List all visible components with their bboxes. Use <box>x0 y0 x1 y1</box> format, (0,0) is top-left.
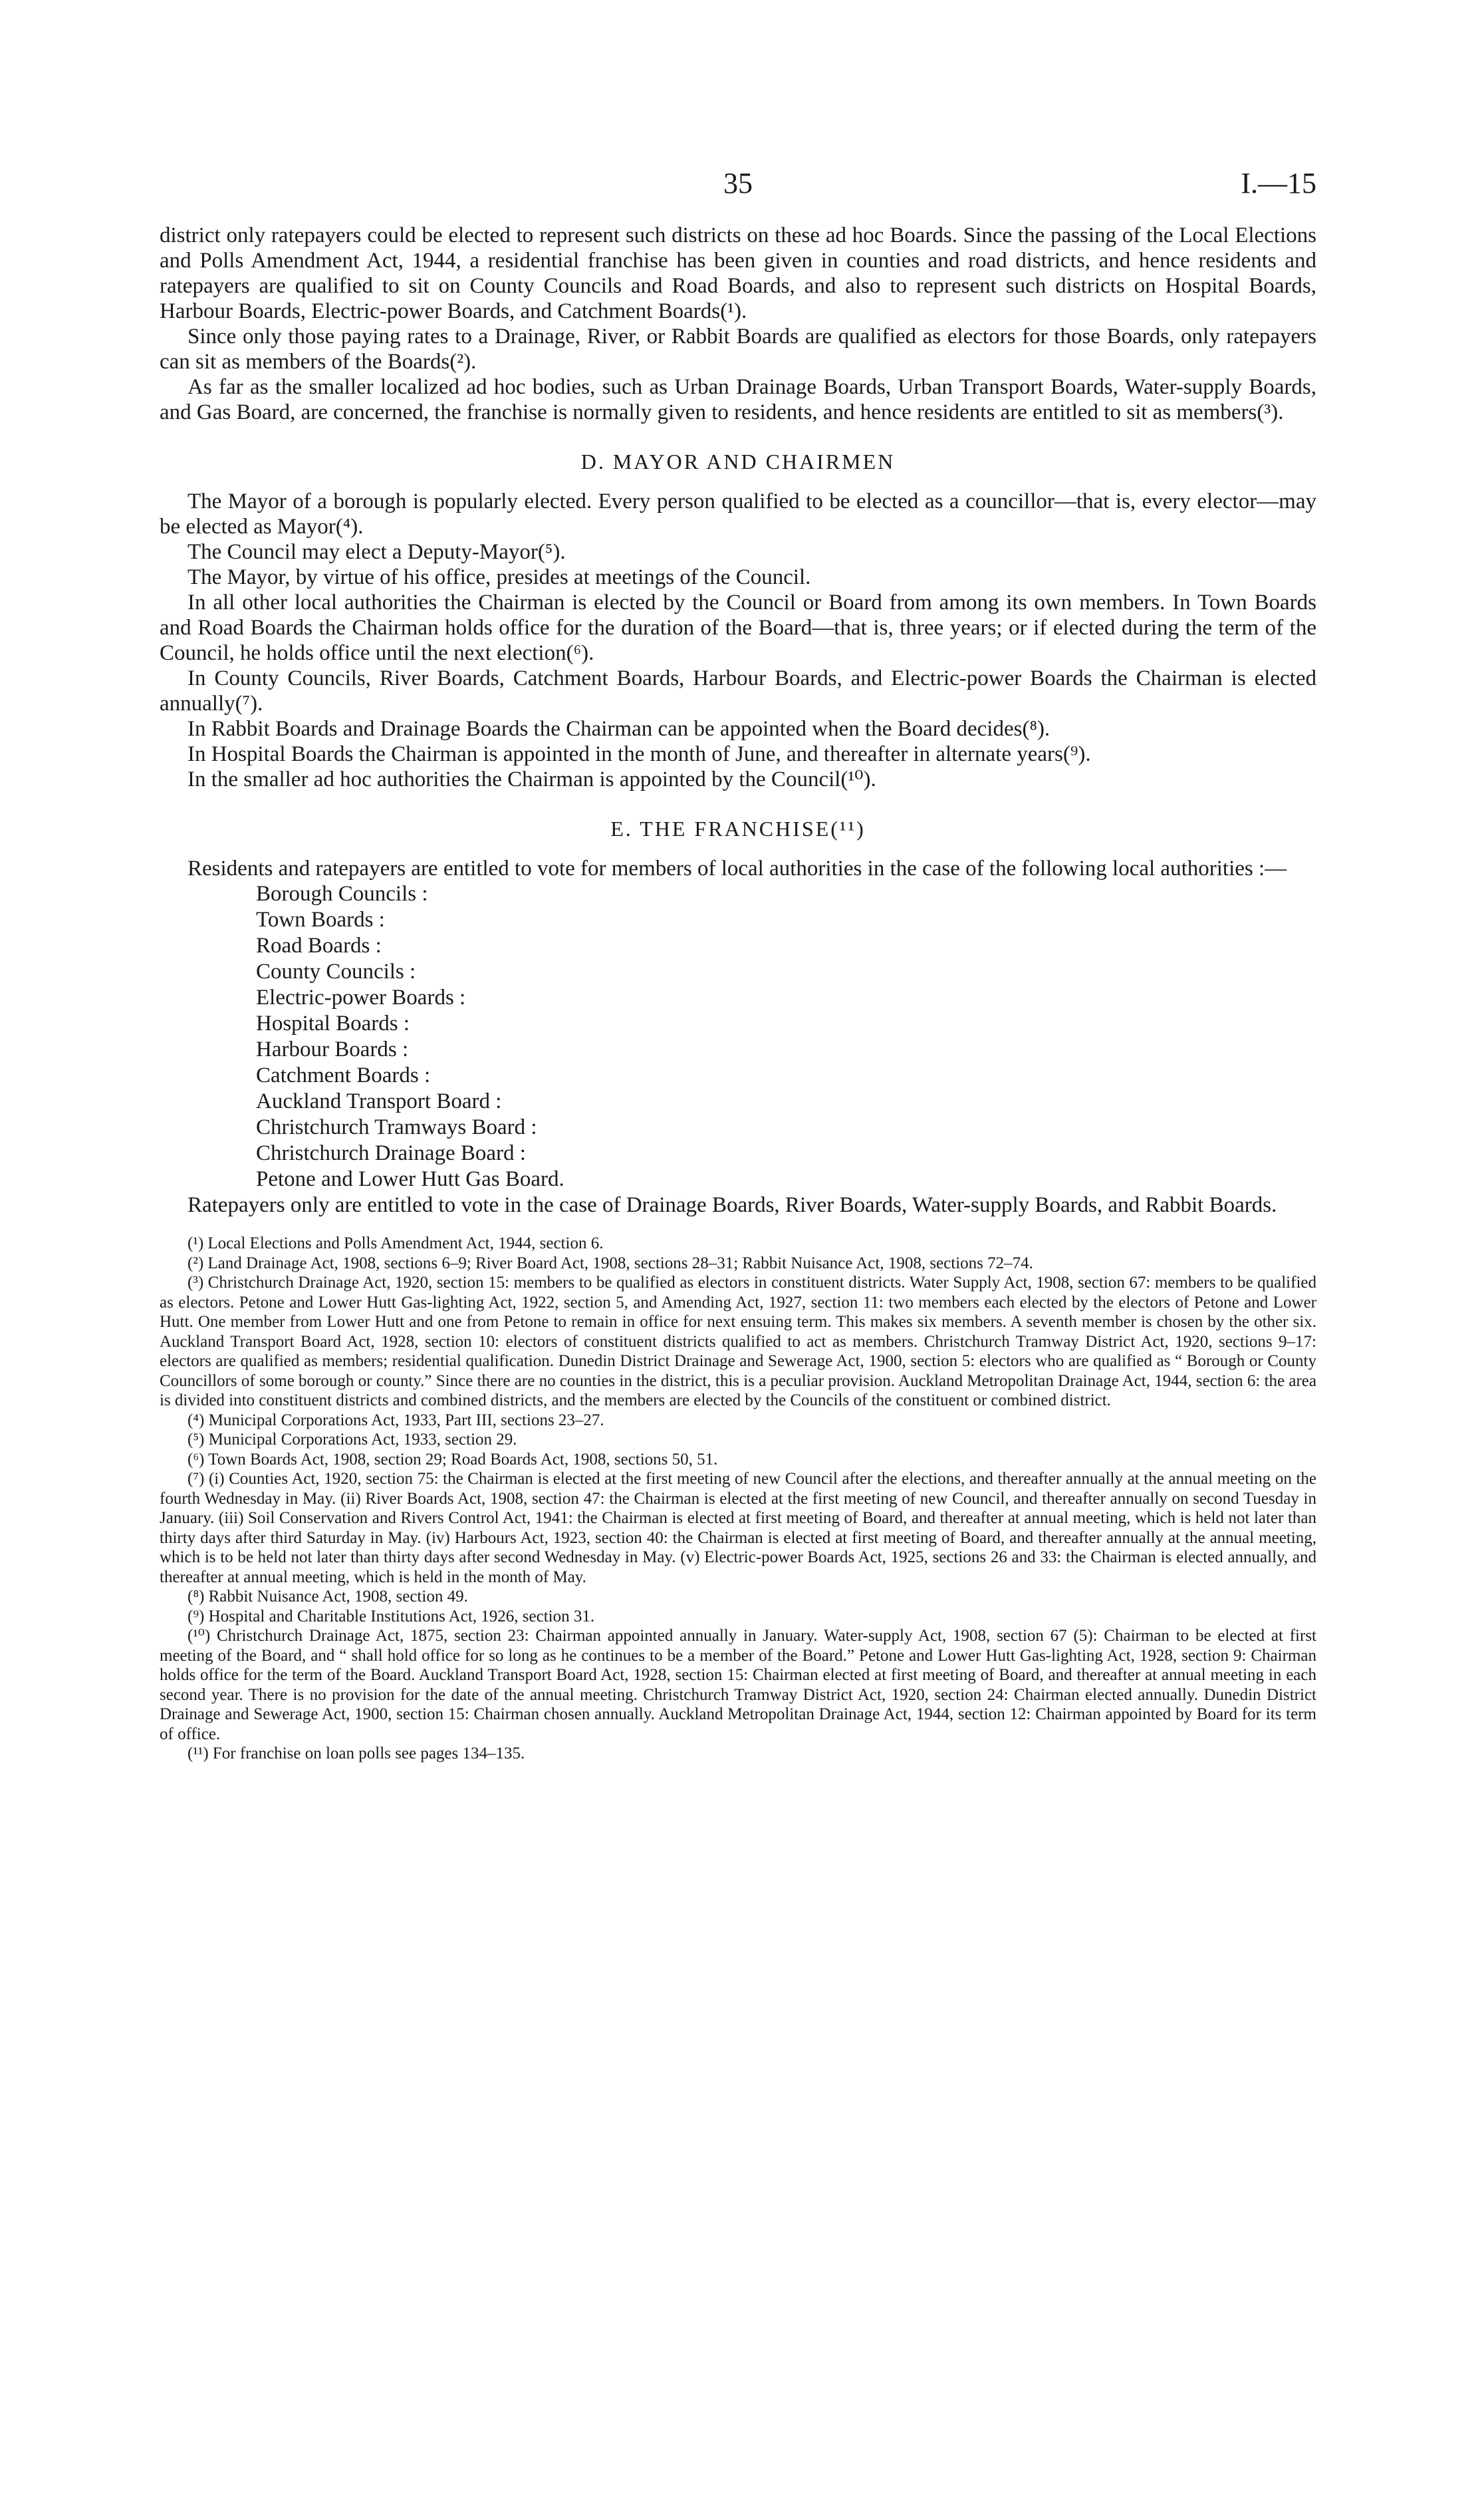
list-item: Harbour Boards : <box>256 1038 409 1061</box>
list-item: County Councils : <box>256 960 416 984</box>
section-d-paragraph: In all other local authorities the Chairman is elected by the Council or Board from among its own members. In Town Boards and Road Boards the Chairman holds office for the duration of the Board—that is, three years; or if elected during the term of the Council, he holds office until the next election(⁶). <box>160 591 1316 665</box>
section-e-closing: Ratepayers only are entitled to vote in the case of Drainage Boards, River Boards, Water-supply Boards, and Rabbit Boards. <box>187 1193 1277 1217</box>
footnote: (³) Christchurch Drainage Act, 1920, section 15: members to be qualified as electors in constituent districts. Water Supply Act, 1908, section 67: members to be qualified as electors. Petone and Lower Hutt Gas-lighting Act, 1922, section 5, and Amending Act, 1927, section 11: two members each elected by the electors of Petone and Lower Hutt. One member from Lower Hutt and one from Petone to remain in office for next ensuing term. This makes six members. A seventh member is chosen by the other six. Auckland Transport Board Act, 1928, section 10: electors of constituent districts qualified to act as members. Christchurch Tramway District Act, 1920, sections 9–17: electors are qualified as members; residential qualification. Dunedin District Drainage and Sewerage Act, 1900, section 5: electors who are qualified as “ Borough or County Councillors of some borough or county.” Since there are no counties in the district, this is a peculiar provision. Auckland Metropolitan Drainage Act, 1944, section 6: the area is divided into constituent districts and combined districts, and the members are elected by the Councils of the constituent or combined district. <box>160 1274 1316 1409</box>
list-item: Christchurch Drainage Board : <box>256 1141 526 1165</box>
intro-paragraph: district only ratepayers could be elected to represent such districts on these ad hoc Boards. Since the passing of the Local Elections and Polls Amendment Act, 1944, a residential franchise has been given in counties and road districts, and hence residents and ratepayers are qualified to sit on County Councils and Road Boards, and also to represent such districts on Hospital Boards, Harbour Boards, Electric-power Boards, and Catchment Boards(¹). <box>160 223 1316 323</box>
section-d-paragraph: The Council may elect a Deputy-Mayor(⁵). <box>187 540 566 564</box>
list-item: Christchurch Tramways Board : <box>256 1115 537 1139</box>
footnote: (²) Land Drainage Act, 1908, sections 6–9; River Board Act, 1908, sections 28–31; Rabbit Nuisance Act, 1908, sections 72–74. <box>187 1254 1033 1272</box>
body-text <box>160 223 1316 1764</box>
footnote: (⁵) Municipal Corporations Act, 1933, section 29. <box>187 1431 517 1449</box>
intro-paragraph: Since only those paying rates to a Drainage, River, or Rabbit Boards are qualified as electors for those Boards, only ratepayers can sit as members of the Boards(²). <box>160 325 1316 374</box>
report-reference: I.—15 <box>1241 167 1316 200</box>
footnote: (⁹) Hospital and Charitable Institutions Act, 1926, section 31. <box>187 1607 595 1625</box>
list-item: Auckland Transport Board : <box>256 1089 502 1113</box>
page-header <box>160 166 1316 206</box>
page-number: 35 <box>723 167 753 200</box>
footnotes <box>160 1234 1316 1764</box>
list-item: Town Boards : <box>256 908 385 932</box>
list-item: Petone and Lower Hutt Gas Board. <box>256 1167 564 1191</box>
footnote: (⁴) Municipal Corporations Act, 1933, Part III, sections 23–27. <box>187 1411 604 1429</box>
footnote: (¹¹) For franchise on loan polls see pages 134–135. <box>187 1744 525 1762</box>
footnote: (¹) Local Elections and Polls Amendment Act, 1944, section 6. <box>187 1234 604 1252</box>
list-item: Catchment Boards : <box>256 1063 431 1087</box>
section-e-lead: Residents and ratepayers are entitled to vote for members of local authorities in the case of the following local authorities :— <box>187 857 1287 881</box>
authority-list <box>160 881 1316 1192</box>
section-d-paragraph: In County Councils, River Boards, Catchment Boards, Harbour Boards, and Electric-power Boards the Chairman is elected annually(⁷). <box>160 666 1316 716</box>
footnote: (⁸) Rabbit Nuisance Act, 1908, section 49. <box>187 1588 468 1605</box>
list-item: Borough Councils : <box>256 882 428 906</box>
list-item: Electric-power Boards : <box>256 986 466 1010</box>
section-d-paragraph: The Mayor, by virtue of his office, presides at meetings of the Council. <box>187 565 811 589</box>
section-d-paragraph: In the smaller ad hoc authorities the Chairman is appointed by the Council(¹⁰). <box>187 767 876 791</box>
footnote: (⁷) (i) Counties Act, 1920, section 75: the Chairman is elected at the first meeting of new Council after the elections, and thereafter annually at the annual meeting on the fourth Wednesday in May. (ii) River Boards Act, 1908, section 47: the Chairman is elected at the first meeting of new Council, and thereafter annually on second Tuesday in January. (iii) Soil Conservation and Rivers Control Act, 1941: the Chairman is elected at first meeting of Board, and thereafter at annual meeting, which is held not later than thirty days after third Saturday in May. (iv) Harbours Act, 1923, section 40: the Chairman is elected at first meeting of Board, and thereafter annually at the annual meeting, which is to be held not later than thirty days after second Wednesday in May. (v) Electric-power Boards Act, 1925, sections 26 and 33: the Chairman is elected annually, and thereafter at annual meeting, which is held in the month of May. <box>160 1470 1316 1586</box>
footnote: (¹⁰) Christchurch Drainage Act, 1875, section 23: Chairman appointed annually in January. Water-supply Act, 1908, section 67 (5): Chairman to be elected at first meeting of the Board, and “ shall hold office for so long as he continues to be a member of the Board.” Petone and Lower Hutt Gas-lighting Act, 1928, section 9: Chairman holds office for the term of the Board. Auckland Transport Board Act, 1928, section 15: Chairman elected at first meeting of Board, and thereafter at annual meeting in each second year. There is no provision for the date of the annual meeting. Christchurch Tramway District Act, 1920, section 24: Chairman elected annually. Dunedin District Drainage and Sewerage Act, 1900, section 15: Chairman chosen annually. Auckland Metropolitan Drainage Act, 1944, section 12: Chairman appointed by Board for its term of office. <box>160 1627 1316 1743</box>
list-item: Hospital Boards : <box>256 1012 410 1036</box>
list-item: Road Boards : <box>256 934 382 958</box>
footnote: (⁶) Town Boards Act, 1908, section 29; Road Boards Act, 1908, sections 50, 51. <box>187 1450 718 1468</box>
section-d-paragraph: In Hospital Boards the Chairman is appointed in the month of June, and thereafter in alternate years(⁹). <box>187 742 1091 766</box>
section-heading-d: D. MAYOR AND CHAIRMEN <box>580 450 896 474</box>
section-d-paragraph: The Mayor of a borough is popularly elected. Every person qualified to be elected as a councillor—that is, every elector—may be elected as Mayor(⁴). <box>160 489 1316 539</box>
section-d-paragraph: In Rabbit Boards and Drainage Boards the Chairman can be appointed when the Board decides(⁸). <box>187 717 1051 741</box>
section-heading-e: E. THE FRANCHISE(¹¹) <box>610 817 866 841</box>
intro-paragraph: As far as the smaller localized ad hoc bodies, such as Urban Drainage Boards, Urban Transport Boards, Water-supply Boards, and Gas Board, are concerned, the franchise is normally given to residents, and hence residents are entitled to sit as members(³). <box>160 375 1316 424</box>
